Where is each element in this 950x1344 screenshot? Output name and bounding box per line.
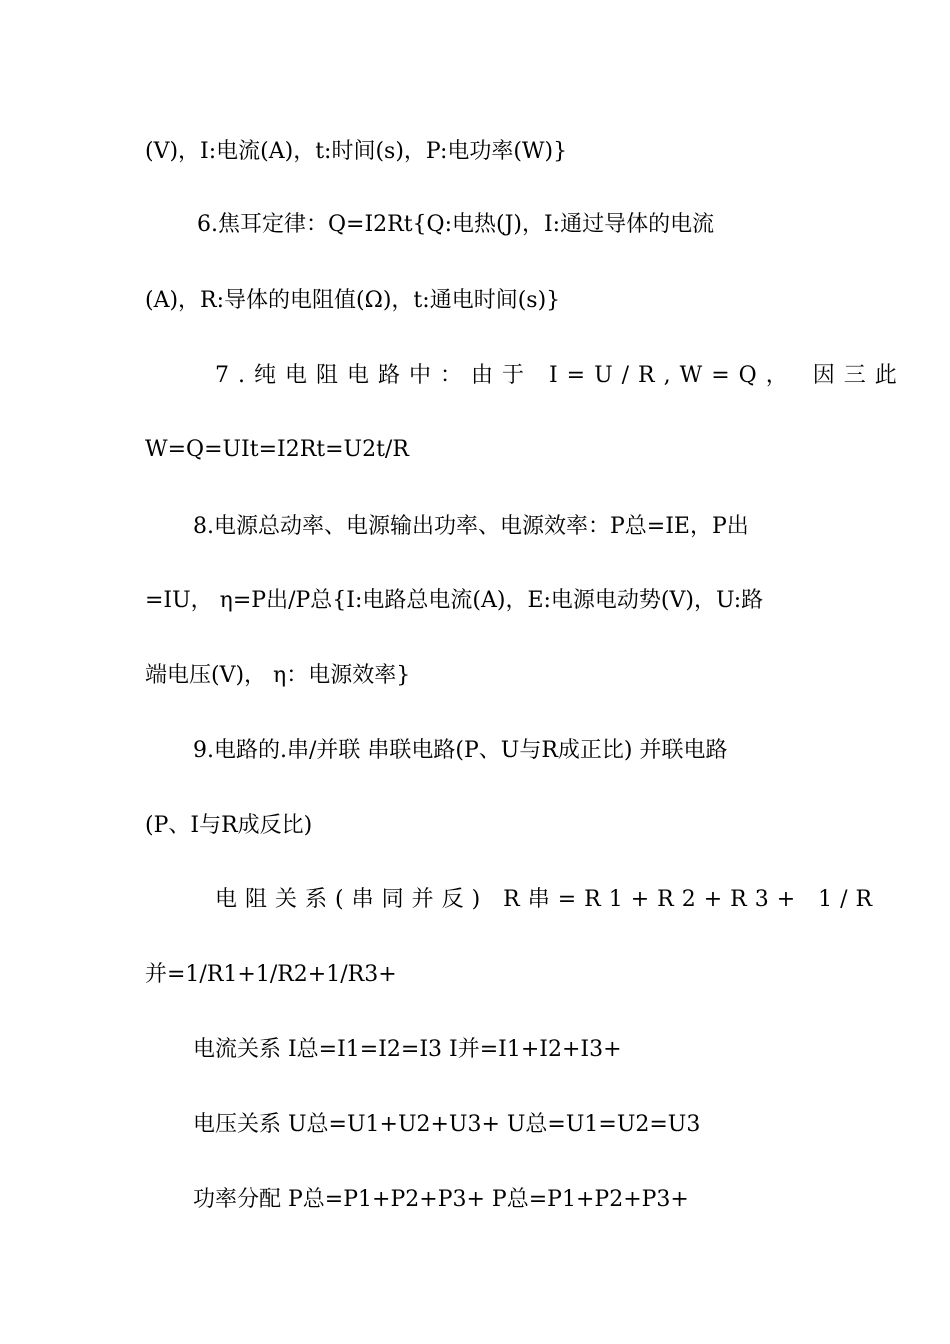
text-line-8: 端电压(V)， η：电源效率} — [145, 663, 411, 688]
text-line-1: (V)，I:电流(A)，t:时间(s)，P:电功率(W)} — [145, 139, 568, 164]
text-line-4: 7.纯电阻电路中：由于 I=U/R,W=Q， 因三此 — [215, 363, 906, 388]
text-line-9: 9.电路的.串/并联 串联电路(P、U与R成正比) 并联电路 — [193, 738, 728, 763]
text-line-3: (A)，R:导体的电阻值(Ω)，t:通电时间(s)} — [145, 288, 561, 313]
text-line-10: (P、I与R成反比) — [145, 813, 313, 838]
text-line-6: 8.电源总动率、电源输出功率、电源效率：P总=IE，P出 — [193, 514, 749, 539]
text-line-11: 电阻关系(串同并反) R串=R1+R2+R3+ 1/R — [215, 887, 881, 912]
text-line-5: W=Q=UIt=I2Rt=U2t/R — [145, 437, 409, 462]
text-line-15: 功率分配 P总=P1+P2+P3+ P总=P1+P2+P3+ — [193, 1187, 689, 1212]
text-line-13: 电流关系 I总=I1=I2=I3 I并=I1+I2+I3+ — [193, 1037, 622, 1062]
text-line-7: =IU， η=P出/P总{I:电路总电流(A)，E:电源电动势(V)，U:路 — [145, 588, 764, 613]
text-line-2: 6.焦耳定律：Q=I2Rt{Q:电热(J)，I:通过导体的电流 — [197, 212, 715, 237]
text-line-14: 电压关系 U总=U1+U2+U3+ U总=U1=U2=U3 — [193, 1112, 701, 1137]
text-line-12: 并=1/R1+1/R2+1/R3+ — [145, 962, 397, 987]
